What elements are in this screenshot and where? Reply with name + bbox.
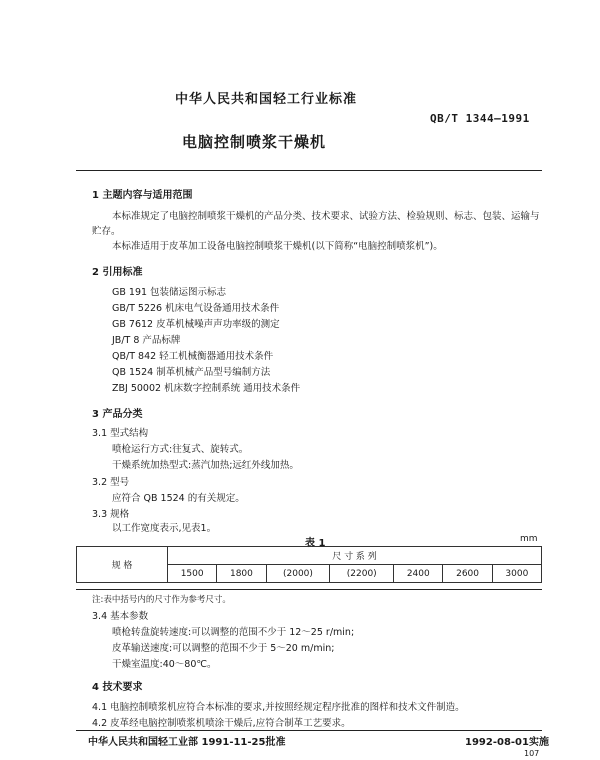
reference-item: QB/T 842 轻工机械衡器通用技术条件: [112, 351, 274, 362]
section-3-2-line-1: 应符合 QB 1524 的有关规定。: [112, 493, 245, 504]
section-3-4-heading: 3.4 基本参数: [92, 611, 149, 622]
reference-item: JB/T 8 产品标牌: [112, 335, 181, 346]
table-cell: 1500: [168, 565, 217, 583]
table-cell: 2400: [394, 565, 443, 583]
section-4-2: 4.2 皮革经电脑控制喷浆机喷涂干燥后,应符合制革工艺要求。: [92, 718, 351, 729]
section-3-1-line-2: 干燥系统加热型式:蒸汽加热;远红外线加热。: [112, 460, 299, 471]
section-3-4-line: 喷枪转盘旋转速度:可以调整的范围不少于 12～25 r/min;: [112, 627, 355, 638]
table-group-header: 尺 寸 系 列: [168, 547, 542, 565]
reference-item: ZBJ 50002 机床数字控制系统 通用技术条件: [112, 383, 301, 394]
table-note: 注:表中括号内的尺寸作为参考尺寸。: [92, 595, 231, 605]
reference-item: GB/T 5226 机床电气设备通用技术条件: [112, 303, 280, 314]
section-4-heading: 4 技术要求: [92, 682, 143, 693]
table-cell: 1800: [217, 565, 266, 583]
section-3-2-heading: 3.2 型号: [92, 477, 130, 488]
document-title: 电脑控制喷浆干燥机: [182, 133, 327, 151]
section-2-heading: 2 引用标准: [92, 267, 143, 278]
section-3-1-heading: 3.1 型式结构: [92, 428, 149, 439]
standard-number: QB/T 1344—1991: [430, 112, 530, 125]
reference-item: QB 1524 制革机械产品型号编制方法: [112, 367, 271, 378]
section-1-para-1-line-1: 本标准规定了电脑控制喷浆干燥机的产品分类、技术要求、试验方法、检验规则、标志、包装、运输与: [112, 211, 540, 222]
reference-item: GB 7612 皮革机械噪声声功率级的测定: [112, 319, 280, 330]
header-rule: [76, 170, 542, 171]
table-cell: 3000: [492, 565, 541, 583]
reference-item: GB 191 包装储运图示标志: [112, 287, 227, 298]
table-cell: (2200): [330, 565, 394, 583]
section-1-heading: 1 主题内容与适用范围: [92, 190, 193, 201]
table-note-rule: [76, 589, 542, 590]
table-cell: (2000): [266, 565, 330, 583]
page-number: 107: [524, 749, 540, 758]
effective-date: 1992-08-01实施: [465, 737, 549, 748]
section-3-3-heading: 3.3 规格: [92, 509, 130, 520]
spec-table: [76, 546, 542, 583]
approval-date: 中华人民共和国轻工业部 1991-11-25批准: [88, 737, 286, 748]
table-caption: 表 1: [305, 538, 326, 549]
table-unit: mm: [520, 534, 538, 544]
section-3-4-line: 皮革输送速度:可以调整的范围不少于 5～20 m/min;: [112, 643, 335, 654]
ministry-title: 中华人民共和国轻工行业标准: [175, 92, 358, 107]
footer-rule: [76, 730, 542, 731]
section-3-1-line-1: 喷枪运行方式:往复式、旋转式。: [112, 444, 249, 455]
section-1-para-1-line-2: 贮存。: [92, 226, 121, 237]
section-1-para-2: 本标准适用于皮革加工设备电脑控制喷浆干燥机(以下简称“电脑控制喷浆机”)。: [112, 241, 443, 252]
section-3-heading: 3 产品分类: [92, 409, 143, 420]
section-3-3-line-1: 以工作宽度表示,见表1。: [112, 523, 217, 534]
table-cell: 2600: [443, 565, 492, 583]
section-3-4-line: 干燥室温度:40～80℃。: [112, 659, 217, 670]
section-4-1: 4.1 电脑控制喷浆机应符合本标准的要求,并按照经规定程序批准的图样和技术文件制造。: [92, 702, 465, 713]
table-row-header: 规 格: [77, 547, 168, 583]
